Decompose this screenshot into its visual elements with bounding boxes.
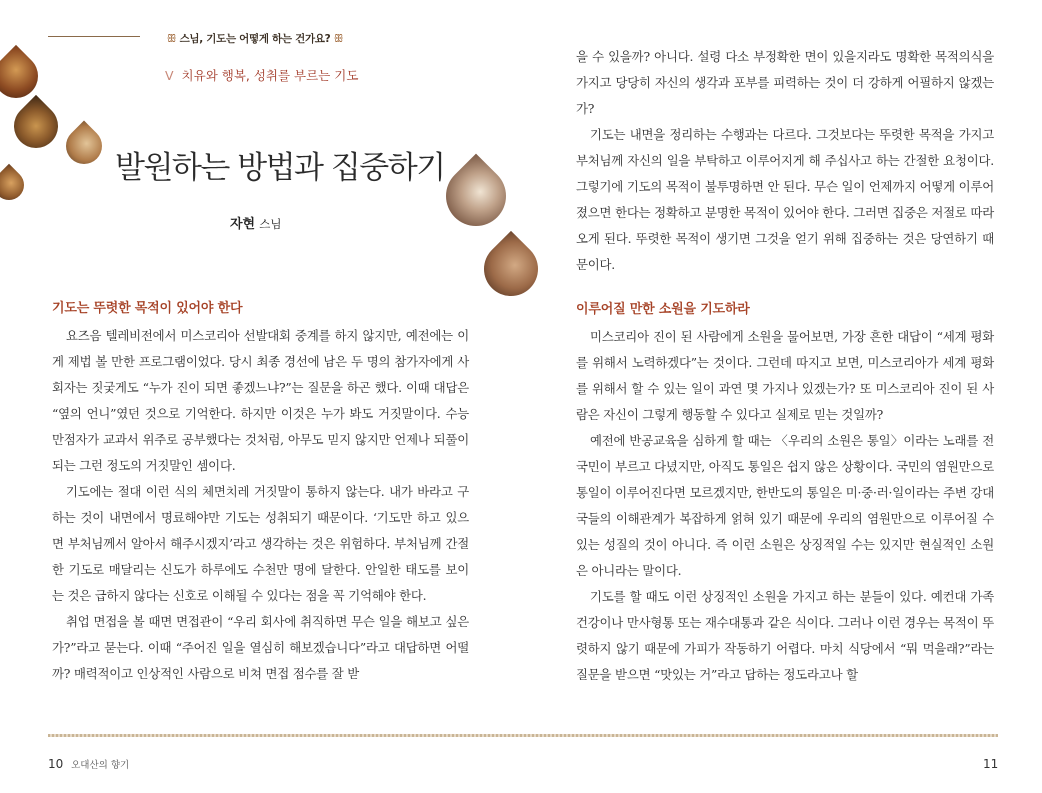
author-name: 자현	[230, 217, 256, 232]
lotus-hands-icon: ⴸ	[165, 68, 174, 83]
ornament-left-icon: ꕥ	[166, 33, 177, 45]
paragraph: 미스코리아 진이 된 사람에게 소원을 물어보면, 가장 흔한 대답이 “세계 평화를 위해서 노력하겠다”는 것이다. 그런데 따지고 보면, 미스코리아가 세계 평화를 위해서 할 수 있는 일이 과연 몇 가지나 있겠는가? 또 미스코리아 진이 된 사람은 자신이 그렇게 행동할 수 있다고 실제로 믿는 것일까?	[576, 329, 994, 422]
page-number-left: 10	[48, 757, 64, 771]
series-title	[140, 31, 370, 46]
paragraph: 기도를 할 때도 이런 상징적인 소원을 가지고 하는 분들이 있다. 예컨대 가족건강이나 만사형통 또는 재수대통과 같은 식이다. 그러나 이런 경우는 목적이 뚜렷하지 않기 때문에 가피가 작동하기 어렵다. 마치 식당에서 “뭐 먹을래?”라는 질문을 받으면 “맛있는 거”라고 답하는 정도라고나 할	[576, 589, 994, 682]
page-number-right: 11	[983, 757, 999, 771]
article-subtitle	[165, 66, 358, 84]
ornament-right-icon: ꕥ	[333, 33, 344, 45]
footer-rule	[48, 734, 998, 737]
right-page-body-top	[576, 44, 994, 278]
paragraph: 예전에 반공교육을 심하게 할 때는 〈우리의 소원은 통일〉이라는 노래를 전 국민이 부르고 다녔지만, 아직도 통일은 쉽지 않은 상황이다. 국민의 염원만으로 통일이 이루어진다면 모르겠지만, 한반도의 통일은 미·중·러·일이라는 주변 강대국들의 이해관계가 복잡하게 얽혀 있기 때문에 우리의 염원만으로 이루어질 수 있는 성질의 것이 아니다. 즉 이런 소원은 상징적일 수는 있지만 현실적인 소원은 아니라는 말이다.	[576, 433, 994, 578]
author-byline	[230, 213, 281, 232]
buddha-statue-photo-drop	[473, 231, 549, 307]
article-title: 발원하는 방법과 집중하기	[115, 150, 445, 186]
paragraph: 기도는 내면을 정리하는 수행과는 다르다. 그것보다는 뚜렷한 목적을 가지고 부처님께 자신의 일을 부탁하고 이루어지게 해 주십사고 하는 간절한 요청이다. 그렇기에 기도의 목적이 불투명하면 안 된다. 무슨 일이 언제까지 어떻게 이루어졌으면 한다는 정확하고 분명한 목적이 있어야 한다. 그러면 집중은 저절로 따라오게 된다. 뚜렷한 목적이 생기면 그것을 얻기 위해 집중하는 것은 당연하기 때문이다.	[576, 127, 994, 272]
magazine-name: 오대산의 향기	[71, 760, 130, 771]
section-heading-wishes: 이루어질 만한 소원을 기도하라	[576, 302, 750, 317]
buddha-statues-photo-drop	[5, 95, 67, 157]
right-page-body-bottom	[576, 298, 994, 688]
left-page-body	[52, 297, 469, 687]
footer-left	[48, 757, 129, 771]
monk-photo-drop	[59, 121, 110, 172]
subtitle-text: 치유와 행복, 성취를 부르는 기도	[181, 68, 359, 83]
section-heading-purpose: 기도는 뚜렷한 목적이 있어야 한다	[52, 301, 243, 316]
paragraph: 을 수 있을까? 아니다. 설령 다소 부정확한 면이 있을지라도 명확한 목적의식을 가지고 당당히 자신의 생각과 포부를 피력하는 것이 더 강하게 어필하지 않겠는가?	[576, 49, 994, 116]
figurines-photo-drop	[434, 154, 519, 239]
series-title-text: 스님, 기도는 어떻게 하는 건가요?	[179, 33, 331, 45]
paragraph: 취업 면접을 볼 때면 면접관이 “우리 회사에 취직하면 무슨 일을 해보고 싶은가?”라고 묻는다. 이때 “주어진 일을 열심히 해보겠습니다”라고 대답하면 어떨까? 매력적이고 인상적인 사람으로 비쳐 면접 점수를 잘 받	[52, 614, 469, 681]
author-suffix: 스님	[259, 217, 282, 231]
shrine-photo-drop	[0, 164, 30, 206]
temple-photo-drop	[0, 45, 47, 107]
paragraph: 기도에는 절대 이런 식의 체면치레 거짓말이 통하지 않는다. 내가 바라고 구하는 것이 내면에서 명료해야만 기도는 성취되기 때문이다. ‘기도만 하고 있으면 부처님께서 알아서 해주시겠지’라고 생각하는 것은 위험하다. 부처님께 간절한 기도로 매달리는 신도가 하루에도 수천만 명에 달한다. 안일한 태도를 보이는 것은 급하지 않다는 신호로 이해될 수 있다는 점을 꼭 기억해야 한다.	[52, 484, 469, 603]
paragraph: 요즈음 텔레비전에서 미스코리아 선발대회 중계를 하지 않지만, 예전에는 이게 제법 볼 만한 프로그램이었다. 당시 최종 경선에 남은 두 명의 참가자에게 사회자는 짓궂게도 “누가 진이 되면 좋겠느냐?”는 질문을 하곤 했다. 이때 대답은 “옆의 언니”였던 것으로 기억한다. 하지만 이것은 누가 봐도 거짓말이다. 수능만점자가 교과서 위주로 공부했다는 것처럼, 아무도 믿지 않지만 언제나 되풀이되는 그런 정도의 거짓말인 셈이다.	[52, 328, 469, 473]
